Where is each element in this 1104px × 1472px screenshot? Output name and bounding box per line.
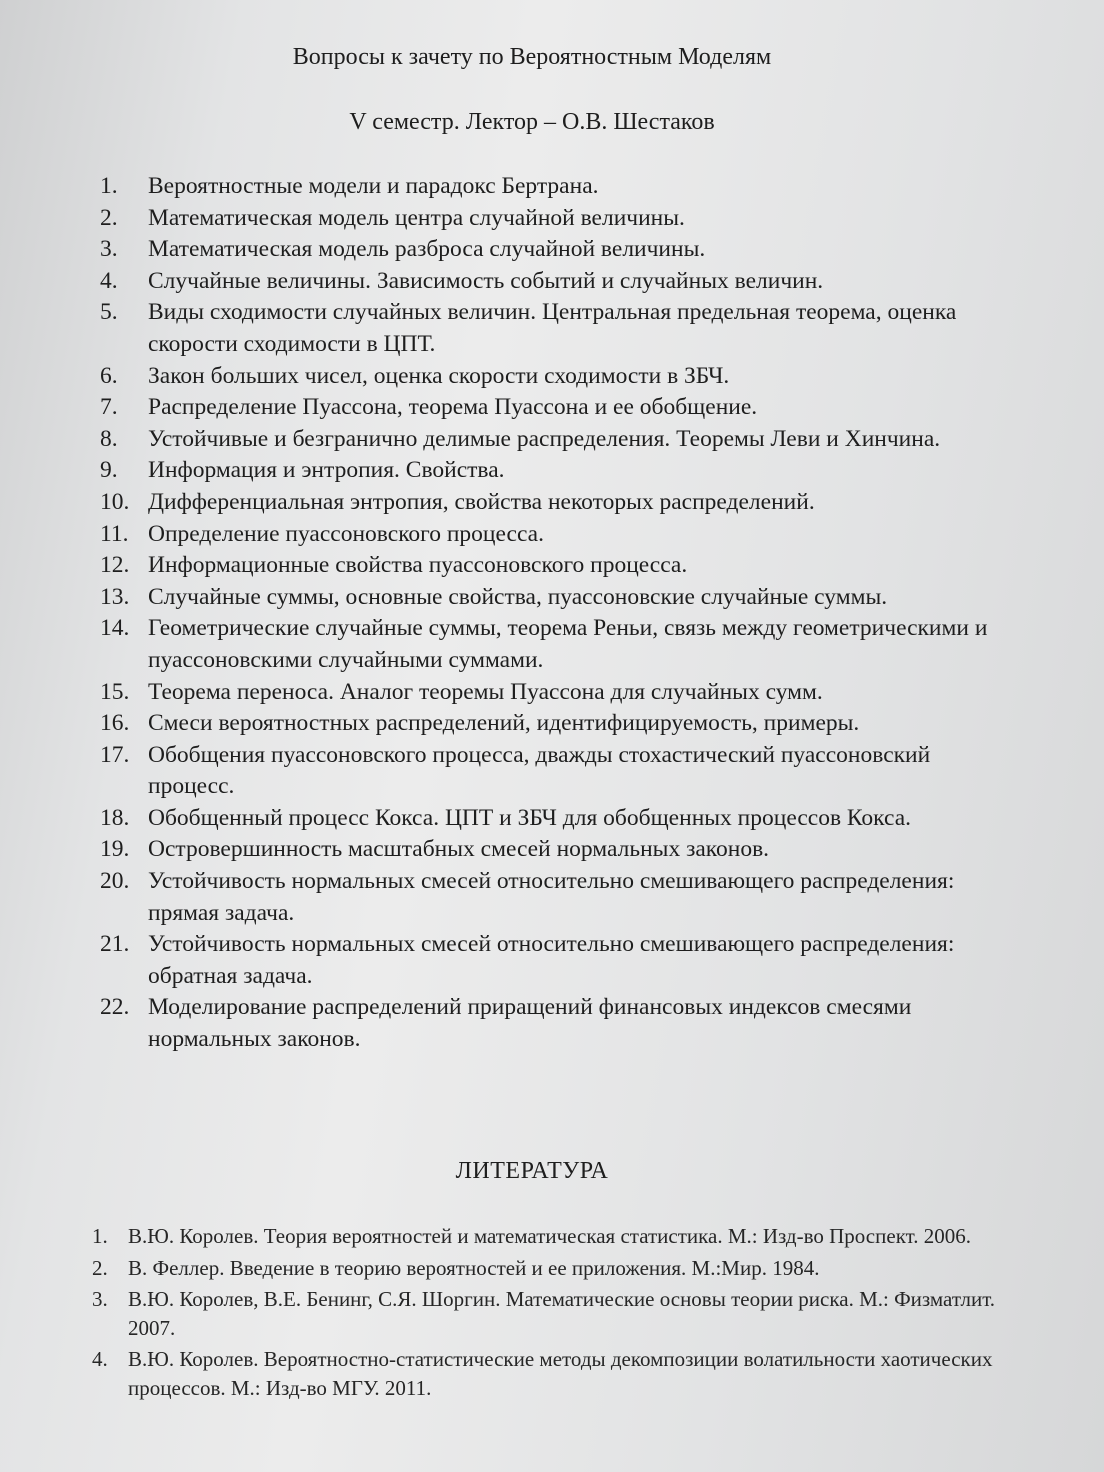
item-number: 14. — [100, 615, 130, 642]
item-text: Смеси вероятностных распределений, идентифицируемость, примеры. — [148, 710, 860, 737]
item-text: Математическая модель центра случайной величины. — [148, 204, 685, 231]
item-text: Случайные величины. Зависимость событий и случайных величин. — [148, 267, 824, 294]
document-title: Вопросы к зачету по Вероятностным Моделям — [292, 44, 772, 70]
list-item — [100, 266, 1000, 298]
item-number: 2. — [100, 204, 118, 231]
item-number: 22. — [100, 994, 130, 1021]
list-item — [100, 740, 1000, 803]
list-item — [100, 803, 1000, 835]
list-item — [92, 1345, 1032, 1402]
item-number: 19. — [100, 836, 130, 863]
list-item — [100, 392, 1000, 424]
item-number: 16. — [100, 710, 130, 737]
item-text: Устойчивость нормальных смесей относительно смешивающего распределения: прямая задача. — [148, 868, 955, 926]
list-item — [92, 1222, 1032, 1251]
item-number: 15. — [100, 678, 130, 705]
item-number: 5. — [100, 299, 118, 326]
list-item — [100, 708, 1000, 740]
questions-list — [100, 171, 1000, 1056]
list-item — [100, 613, 1000, 676]
list-item — [100, 455, 1000, 487]
list-item — [92, 1254, 1032, 1283]
item-text: Определение пуассоновского процесса. — [148, 520, 544, 547]
list-item — [92, 1285, 1032, 1342]
item-number: 12. — [100, 552, 130, 579]
item-number: 3. — [100, 236, 118, 263]
item-text: Закон больших чисел, оценка скорости сходимости в ЗБЧ. — [148, 362, 730, 389]
list-item — [100, 582, 1000, 614]
item-number: 7. — [100, 394, 118, 421]
list-item — [100, 677, 1000, 709]
item-number: 4. — [92, 1347, 108, 1371]
item-number: 2. — [92, 1255, 108, 1280]
item-number: 9. — [100, 457, 118, 484]
item-number: 4. — [100, 267, 118, 294]
literature-title: ЛИТЕРАТУРА — [455, 1158, 609, 1184]
item-text: Моделирование распределений приращений финансовых индексов смесями нормальных законов. — [148, 994, 912, 1053]
list-item — [100, 487, 1000, 519]
item-number: 10. — [100, 488, 130, 515]
item-text: В.Ю. Королев, В.Е. Бенинг, С.Я. Шоргин. Математические основы теории риска. М.: Физматлит. 2007. — [128, 1287, 996, 1340]
item-text: Распределение Пуассона, теорема Пуассона и ее обобщение. — [148, 394, 758, 421]
item-number: 17. — [100, 741, 130, 768]
list-item — [100, 992, 1000, 1055]
list-item — [100, 519, 1000, 551]
list-item — [100, 834, 1000, 866]
item-text: Обобщения пуассоновского процесса, дважды стохастический пуассоновский процесс. — [148, 741, 931, 800]
item-number: 11. — [100, 520, 129, 547]
item-number: 1. — [92, 1224, 108, 1248]
item-number: 21. — [100, 931, 130, 958]
item-text: Вероятностные модели и парадокс Бертрана. — [148, 173, 599, 199]
item-text: В.Ю. Королев. Вероятностно-статистические методы декомпозиции волатильности хаотических процессов. М.: Изд-во МГУ. 2011. — [128, 1347, 993, 1400]
list-item — [100, 171, 1000, 203]
item-text: Устойчивость нормальных смесей относительно смешивающего распределения: обратная задача. — [148, 931, 955, 989]
document-subtitle: V семестр. Лектор – О.В. Шестаков — [349, 109, 715, 135]
list-item — [100, 297, 1000, 360]
item-text: В. Феллер. Введение в теорию вероятностей и ее приложения. М.:Мир. 1984. — [128, 1255, 820, 1280]
list-item — [100, 361, 1000, 393]
item-text: Обобщенный процесс Кокса. ЦПТ и ЗБЧ для обобщенных процессов Кокса. — [148, 804, 912, 831]
item-number: 13. — [100, 583, 130, 610]
item-number: 20. — [100, 868, 130, 895]
item-text: Виды сходимости случайных величин. Центральная предельная теорема, оценка скорости сходимости в ЦПТ. — [148, 299, 957, 357]
item-text: Устойчивые и безгранично делимые распределения. Теоремы Леви и Хинчина. — [148, 425, 941, 452]
item-number: 3. — [92, 1287, 108, 1311]
list-item — [100, 929, 1000, 992]
item-text: Информация и энтропия. Свойства. — [148, 457, 505, 484]
literature-list — [92, 1222, 1032, 1405]
item-text: Теорема переноса. Аналог теоремы Пуассона для случайных сумм. — [148, 678, 823, 705]
item-text: В.Ю. Королев. Теория вероятностей и математическая статистика. М.: Изд-во Проспект. 2006. — [128, 1224, 971, 1248]
item-number: 6. — [100, 362, 118, 389]
list-item — [100, 234, 1000, 266]
list-item — [100, 203, 1000, 235]
list-item — [100, 866, 1000, 929]
item-text: Дифференциальная энтропия, свойства некоторых распределений. — [148, 488, 815, 515]
list-item — [100, 550, 1000, 582]
item-text: Информационные свойства пуассоновского процесса. — [148, 552, 688, 579]
item-number: 1. — [100, 173, 118, 199]
item-number: 8. — [100, 425, 118, 452]
item-text: Математическая модель разброса случайной величины. — [148, 236, 706, 263]
item-text: Островершинность масштабных смесей нормальных законов. — [148, 836, 770, 863]
item-number: 18. — [100, 804, 130, 831]
item-text: Геометрические случайные суммы, теорема Реньи, связь между геометрическими и пуассоновскими случайными суммами. — [148, 615, 988, 673]
item-text: Случайные суммы, основные свойства, пуассоновские случайные суммы. — [148, 583, 888, 610]
list-item — [100, 424, 1000, 456]
